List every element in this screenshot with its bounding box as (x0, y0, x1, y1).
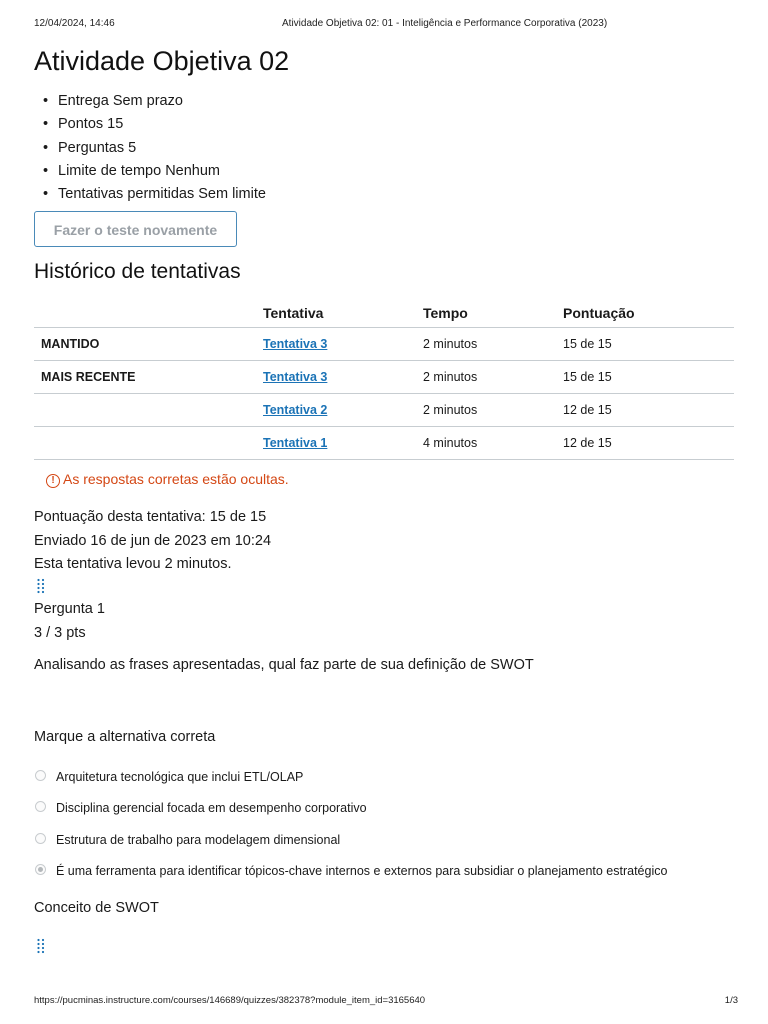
detail-due (34, 90, 266, 113)
attempt-score-summary: Pontuação desta tentativa: 15 de 15 (34, 509, 267, 525)
drag-handle-icon (36, 578, 46, 594)
bullet-icon: • (43, 162, 49, 179)
attempt-link[interactable]: Tentativa 3 (263, 337, 328, 351)
print-document-title: Atividade Objetiva 02: 01 - Inteligência e Performance Corporativa (2023) (282, 18, 608, 29)
bullet-icon: • (43, 93, 49, 109)
column-header-status (34, 298, 263, 328)
attempt-summary (34, 506, 271, 577)
table-row (34, 328, 734, 361)
print-url: https://pucminas.instructure.com/courses/146689/quizzes/382378?module_item_id=3165640 (34, 995, 426, 1006)
radio-button[interactable] (35, 833, 46, 844)
radio-button[interactable] (35, 801, 46, 812)
answer-text: Disciplina gerencial focada em desempenho corporativo (56, 801, 367, 816)
attempt-score: 12 de 15 (563, 394, 734, 427)
detail-time-limit-text: Limite de tempo Nenhum (58, 162, 220, 179)
attempt-cell (263, 361, 423, 394)
attempt-submitted-date: Enviado 16 de jun de 2023 em 10:24 (34, 532, 272, 549)
detail-allowed-attempts-text: Tentativas permitidas Sem limite (58, 186, 266, 203)
detail-questions-text: Perguntas 5 (58, 139, 137, 156)
drag-handle-icon (36, 938, 46, 954)
warning-circle-icon: ! (46, 474, 60, 488)
table-row (34, 361, 734, 394)
answer-option[interactable] (34, 795, 667, 826)
page-number: 1/3 (724, 995, 738, 1006)
page-title: Atividade Objetiva 02 (34, 46, 290, 76)
attempt-link[interactable]: Tentativa 2 (263, 403, 328, 417)
detail-points (34, 113, 266, 136)
question-points: 3 / 3 pts (34, 624, 86, 641)
table-row (34, 427, 734, 460)
attempt-status-label (34, 394, 263, 427)
attempt-status-label (34, 427, 263, 460)
attempt-cell (263, 394, 423, 427)
answer-comment: Conceito de SWOT (34, 900, 159, 916)
detail-points-text: Pontos 15 (58, 116, 124, 133)
column-header-score: Pontuação (563, 298, 734, 328)
attempt-cell (263, 328, 423, 361)
print-header (34, 18, 738, 32)
radio-button[interactable] (35, 770, 46, 781)
attempt-status-label: MAIS RECENTE (34, 361, 263, 394)
answer-option[interactable] (34, 764, 667, 795)
attempt-duration: Esta tentativa levou 2 minutos. (34, 556, 232, 572)
attempt-status-label: MANTIDO (34, 328, 263, 361)
attempt-time: 2 minutos (423, 361, 563, 394)
print-date: 12/04/2024, 14:46 (34, 18, 115, 29)
question-header (34, 598, 105, 645)
bullet-icon: • (43, 186, 49, 203)
radio-button-selected[interactable] (35, 864, 46, 875)
answer-option-selected[interactable] (34, 858, 667, 889)
answer-option[interactable] (34, 827, 667, 858)
hidden-answers-text: As respostas corretas estão ocultas. (63, 471, 289, 487)
quiz-details-list (34, 90, 266, 206)
answer-text: Estrutura de trabalho para modelagem dimensional (56, 832, 341, 847)
hidden-answers-notice (46, 471, 289, 488)
answer-list (34, 764, 667, 890)
attempt-score: 15 de 15 (563, 328, 734, 361)
print-footer (34, 995, 738, 1009)
attempt-cell (263, 427, 423, 460)
detail-questions (34, 137, 266, 160)
bullet-icon: • (43, 139, 49, 156)
attempt-score: 15 de 15 (563, 361, 734, 394)
attempt-history-title: Histórico de tentativas (34, 260, 241, 283)
attempt-history-table (34, 298, 734, 460)
attempt-link[interactable]: Tentativa 3 (263, 370, 328, 384)
question-text: Analisando as frases apresentadas, qual faz parte de sua definição de SWOT (34, 657, 534, 673)
detail-allowed-attempts (34, 183, 266, 206)
table-header-row (34, 298, 734, 328)
question-number: Pergunta 1 (34, 601, 105, 617)
detail-time-limit (34, 160, 266, 183)
retake-quiz-button[interactable]: Fazer o teste novamente (34, 211, 237, 247)
table-row (34, 394, 734, 427)
attempt-time: 4 minutos (423, 427, 563, 460)
column-header-attempt: Tentativa (263, 298, 423, 328)
question-instruction: Marque a alternativa correta (34, 729, 216, 745)
attempt-time: 2 minutos (423, 394, 563, 427)
bullet-icon: • (43, 116, 49, 133)
column-header-time: Tempo (423, 298, 563, 328)
attempt-time: 2 minutos (423, 328, 563, 361)
detail-due-text: Entrega Sem prazo (58, 93, 183, 109)
answer-text: É uma ferramenta para identificar tópicos-chave internos e externos para subsidiar o planejamento estratégico (56, 864, 668, 879)
attempt-link[interactable]: Tentativa 1 (263, 436, 328, 450)
attempt-score: 12 de 15 (563, 427, 734, 460)
answer-text: Arquitetura tecnológica que inclui ETL/OLAP (56, 770, 304, 784)
